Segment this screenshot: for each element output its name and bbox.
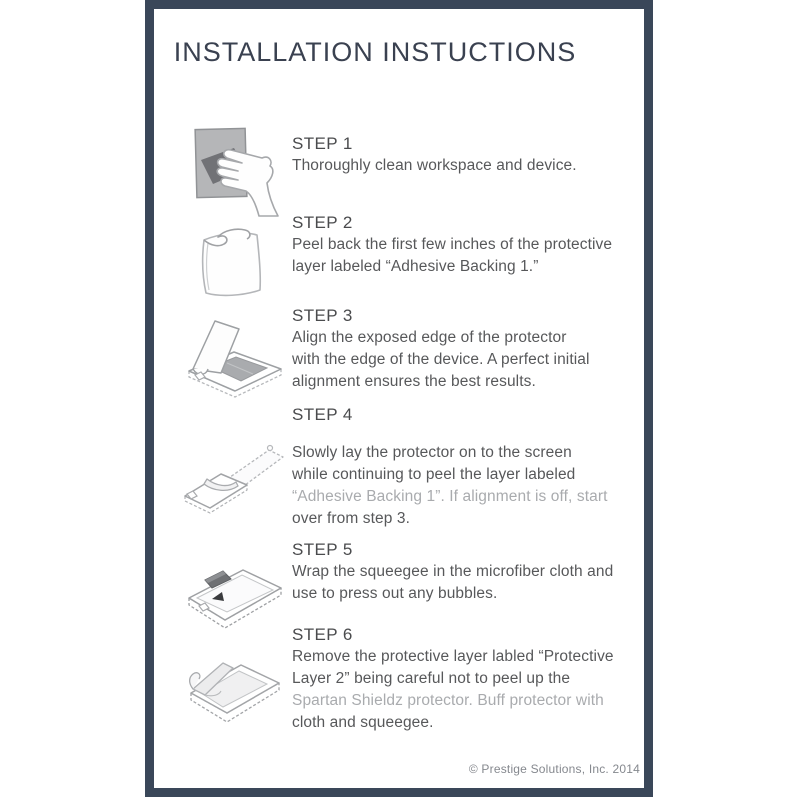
step-4-body [292, 442, 627, 530]
step-3 [179, 305, 627, 393]
step-3-line: alignment ensures the best results. [292, 373, 536, 390]
step-6-body [292, 646, 627, 734]
remove-layer-icon [179, 643, 291, 729]
page-title: INSTALLATION INSTUCTIONS [173, 37, 577, 67]
step-2-line: layer labeled “Adhesive Backing 1.” [292, 258, 539, 275]
align-protector-icon [179, 309, 291, 401]
step-5-line: use to press out any bubbles. [292, 585, 498, 602]
step-2-line: Peel back the first few inches of the protective [292, 236, 613, 253]
step-5 [179, 539, 627, 605]
hand-cleaning-icon [179, 124, 291, 218]
squeegee-cloth-icon [179, 546, 291, 634]
step-4 [179, 404, 627, 530]
step-2 [179, 212, 627, 278]
lay-protector-icon [179, 436, 291, 518]
step-6 [179, 624, 627, 734]
step-4-line: over from step 3. [292, 510, 410, 527]
peel-film-icon [179, 220, 291, 302]
step-5-body [292, 561, 627, 605]
step-6-line: cloth and squeegee. [292, 714, 434, 731]
step-1-title: STEP 1 [292, 134, 353, 153]
step-3-title: STEP 3 [292, 306, 353, 325]
step-6-line: Layer 2” being careful not to peel up the [292, 670, 571, 687]
step-1-body [292, 155, 627, 177]
copyright-text: © Prestige Solutions, Inc. 2014 [468, 762, 640, 776]
step-4-line: “Adhesive Backing 1”. If alignment is off, start [292, 488, 608, 505]
step-5-line: Wrap the squeegee in the microfiber cloth and [292, 563, 614, 580]
step-1 [179, 133, 627, 177]
step-3-line: Align the exposed edge of the protector [292, 329, 567, 346]
step-6-line: Spartan Shieldz protector. Buff protector with [292, 692, 604, 709]
step-6-title: STEP 6 [292, 625, 353, 644]
step-2-body [292, 234, 627, 278]
step-4-line: while continuing to peel the layer labeled [292, 466, 576, 483]
step-1-line: Thoroughly clean workspace and device. [292, 157, 577, 174]
step-5-title: STEP 5 [292, 540, 353, 559]
step-4-title: STEP 4 [292, 405, 353, 424]
step-3-line: with the edge of the device. A perfect initial [292, 351, 590, 368]
step-2-title: STEP 2 [292, 213, 353, 232]
step-6-line: Remove the protective layer labled “Protective [292, 648, 614, 665]
instruction-card-frame [145, 0, 653, 797]
step-3-body [292, 327, 627, 393]
step-4-line: Slowly lay the protector on to the screen [292, 444, 572, 461]
